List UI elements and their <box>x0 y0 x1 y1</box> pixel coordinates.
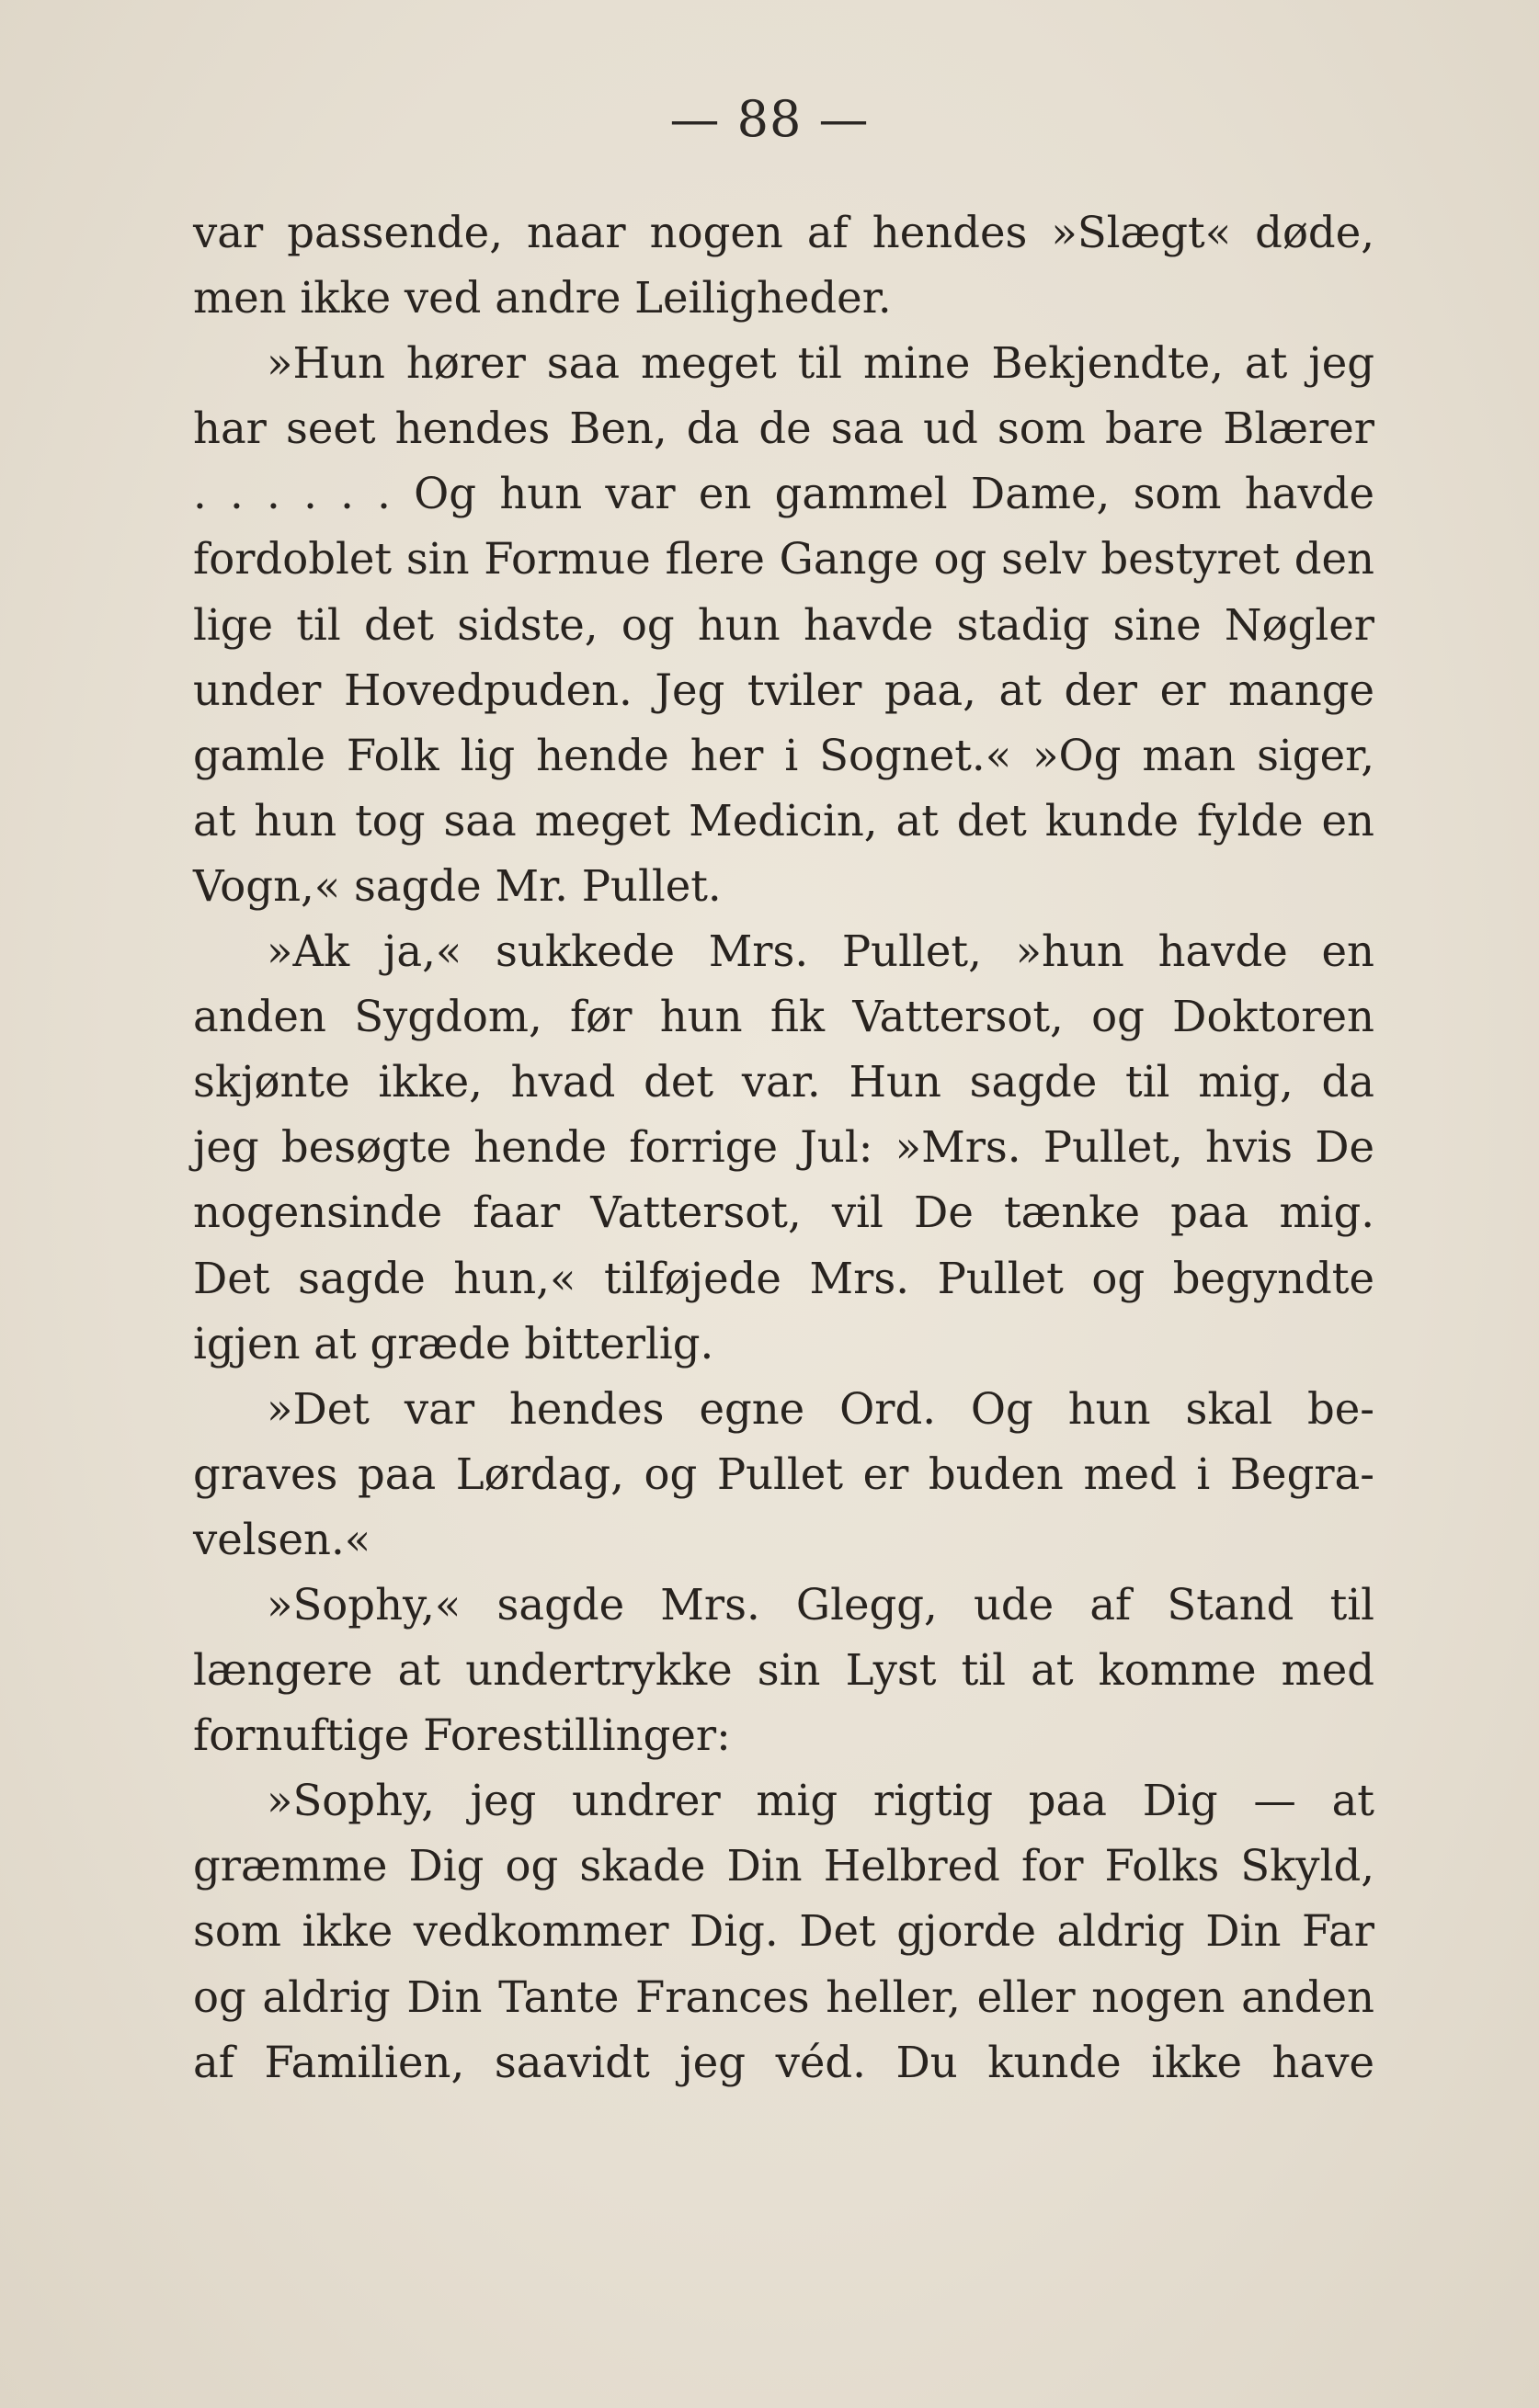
text-line: graves paa Lørdag, og Pullet er buden med i Begra- <box>193 1448 1374 1499</box>
text-line: var passende, naar nogen af hendes »Slægt« døde, <box>193 208 1374 257</box>
text-line: »Hun hører saa meget til mine Bekjendte, at jeg <box>267 338 1374 389</box>
text-line: »Det var hendes egne Ord. Og hun skal be- <box>267 1383 1374 1434</box>
text-line: under Hovedpuden. Jeg tviler paa, at der er mange <box>193 664 1374 715</box>
text-line: jeg besøgte hende forrige Jul: »Mrs. Pullet, hvis De <box>193 1122 1374 1173</box>
text-line: . . . . . . Og hun var en gammel Dame, som havde <box>193 469 1374 519</box>
text-line: af Familien, saavidt jeg véd. Du kunde ikke have <box>193 2037 1374 2087</box>
text-line: Det sagde hun,« tilføjede Mrs. Pullet og begyndte <box>193 1253 1374 1303</box>
text-line: »Sophy,« sagde Mrs. Glegg, ude af Stand til <box>267 1579 1374 1630</box>
page-number: — 88 — <box>669 90 870 148</box>
text-line: men ikke ved andre Leiligheder. <box>193 273 892 324</box>
text-line: lige til det sidste, og hun havde stadig sine Nøgler <box>193 599 1374 650</box>
text-line: gamle Folk lig hende her i Sognet.« »Og man siger, <box>193 730 1374 780</box>
text-line: og aldrig Din Tante Frances heller, eller nogen anden <box>193 1971 1374 2022</box>
text-line: velsen.« <box>193 1514 371 1564</box>
body-text <box>193 200 1374 2096</box>
text-line: »Sophy, jeg undrer mig rigtig paa Dig — at <box>267 1776 1374 1826</box>
text-line: som ikke vedkommer Dig. Det gjorde aldrig Din Far <box>193 1906 1374 1957</box>
text-line: græmme Dig og skade Din Helbred for Folks Skyld, <box>193 1841 1374 1891</box>
text-line: har seet hendes Ben, da de saa ud som bare Blærer <box>193 403 1374 454</box>
text-line: længere at undertrykke sin Lyst til at komme med <box>193 1645 1374 1696</box>
text-line: fordoblet sin Formue flere Gange og selv bestyret den <box>193 534 1374 585</box>
text-line: anden Sygdom, før hun fik Vattersot, og Doktoren <box>193 992 1374 1042</box>
text-line: at hun tog saa meget Medicin, at det kunde fylde en <box>193 795 1374 846</box>
text-line: fornuftige Forestillinger: <box>193 1710 731 1761</box>
text-line: Vogn,« sagde Mr. Pullet. <box>193 860 722 911</box>
text-line: nogensinde faar Vattersot, vil De tænke paa mig. <box>193 1187 1374 1238</box>
text-line: igjen at græde bitterlig. <box>193 1318 714 1369</box>
text-line: »Ak ja,« sukkede Mrs. Pullet, »hun havde en <box>267 926 1374 977</box>
text-line: skjønte ikke, hvad det var. Hun sagde til mig, da <box>193 1057 1374 1107</box>
